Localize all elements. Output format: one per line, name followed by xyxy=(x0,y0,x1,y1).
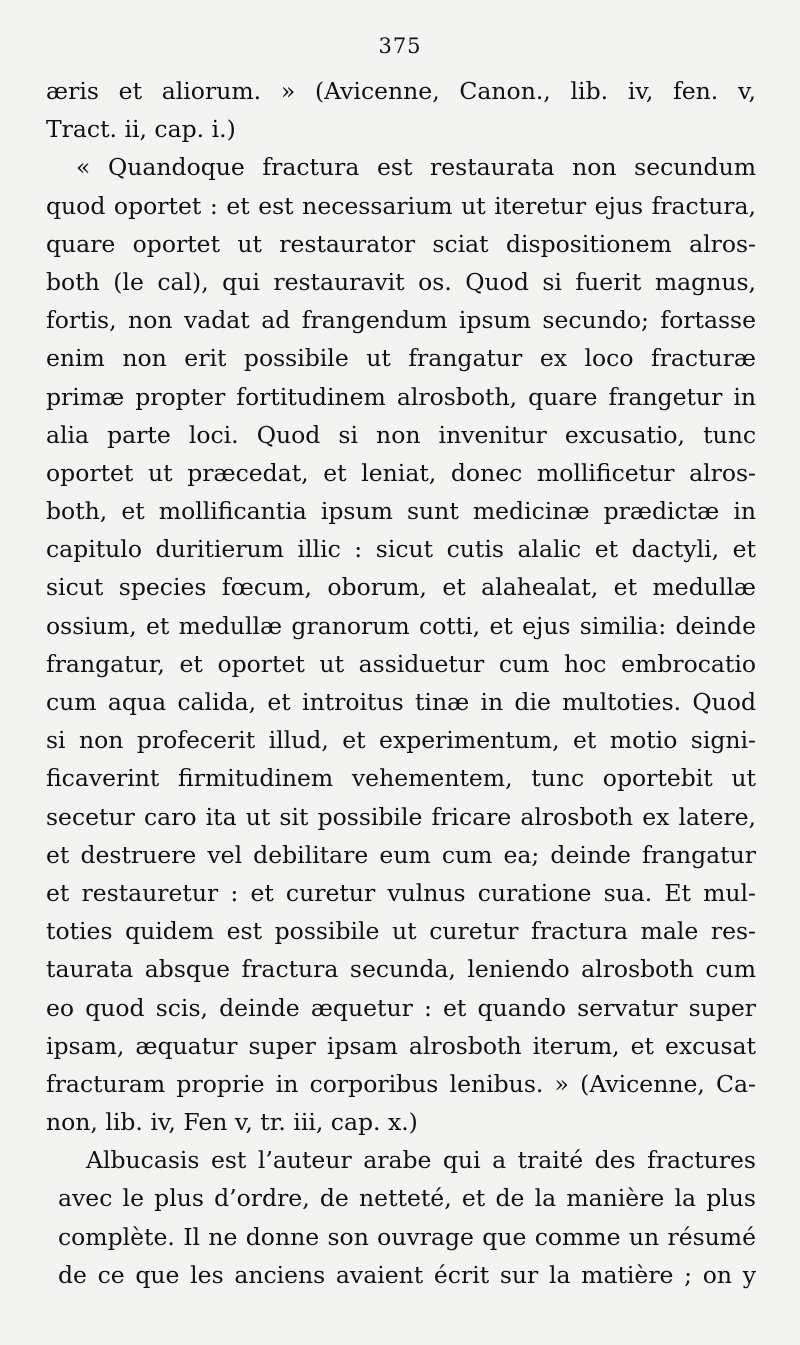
text-line: de ce que les anciens avaient écrit sur la matière ; on y xyxy=(58,1260,756,1289)
text-line: eo quod scis, deinde æquetur : et quando servatur super xyxy=(46,993,756,1022)
text-line: ossium, et medullæ granorum cotti, et ejus similia: deinde xyxy=(46,611,756,640)
text-line: sicut species fœcum, oborum, et alahealat, et medullæ xyxy=(46,573,756,602)
text-line: ipsam, æquatur super ipsam alrosboth iterum, et excusat xyxy=(46,1031,756,1060)
text-line: oportet ut præcedat, et leniat, donec mollificetur alros- xyxy=(46,458,756,487)
text-line: æris et aliorum. » (Avicenne, Canon., lib. iv, fen. v, xyxy=(46,77,756,105)
text-line: fracturam proprie in corporibus lenibus. » (Avicenne, Ca- xyxy=(46,1069,756,1098)
text-line: enim non erit possibile ut frangatur ex loco fracturæ xyxy=(46,344,756,373)
text-line: frangatur, et oportet ut assiduetur cum hoc embrocatio xyxy=(46,649,756,678)
body-text xyxy=(46,72,756,1294)
text-line: avec le plus d’ordre, de netteté, et de la manière la plus xyxy=(58,1184,756,1213)
text-line: cum aqua calida, et introitus tinæ in die multoties. Quod xyxy=(46,688,756,716)
text-line: alia parte loci. Quod si non invenitur excusatio, tunc xyxy=(46,420,756,449)
page-number: 375 xyxy=(378,34,422,58)
text-line: fortis, non vadat ad frangendum ipsum secundo; fortasse xyxy=(46,306,756,335)
text-line: quare oportet ut restaurator sciat dispositionem alros- xyxy=(46,229,756,258)
text-line: et destruere vel debilitare eum cum ea; deinde frangatur xyxy=(46,840,756,869)
text-line: ficaverint firmitudinem vehementem, tunc oportebit ut xyxy=(46,764,756,793)
text-line: non, lib. iv, Fen v, tr. iii, cap. x.) xyxy=(46,1108,418,1137)
text-line: secetur caro ita ut sit possibile fricare alrosboth ex latere, xyxy=(46,802,756,831)
text-line: both, et mollificantia ipsum sunt medicinæ prædictæ in xyxy=(46,497,756,526)
text-line: both (le cal), qui restauravit os. Quod si fuerit magnus, xyxy=(46,267,756,296)
text-line: primæ propter fortitudinem alrosboth, quare frangetur in xyxy=(46,382,756,411)
text-line: et restauretur : et curetur vulnus curatione sua. Et mul- xyxy=(46,878,756,907)
text-line: « Quandoque fractura est restaurata non secundum xyxy=(76,153,756,182)
text-line: toties quidem est possibile ut curetur fractura male res- xyxy=(46,917,756,946)
text-line: Albucasis est l’auteur arabe qui a traité des fractures xyxy=(86,1146,756,1175)
text-line: complète. Il ne donne son ouvrage que comme un résumé xyxy=(58,1222,756,1251)
text-line: quod oportet : et est necessarium ut iteretur ejus fractura, xyxy=(46,191,756,220)
text-line: capitulo duritierum illic : sicut cutis alalic et dactyli, et xyxy=(46,535,756,564)
text-line: si non profecerit illud, et experimentum, et motio signi- xyxy=(46,726,756,755)
text-line: Tract. ii, cap. i.) xyxy=(46,115,236,144)
text-line: taurata absque fractura secunda, leniendo alrosboth cum xyxy=(46,955,756,984)
